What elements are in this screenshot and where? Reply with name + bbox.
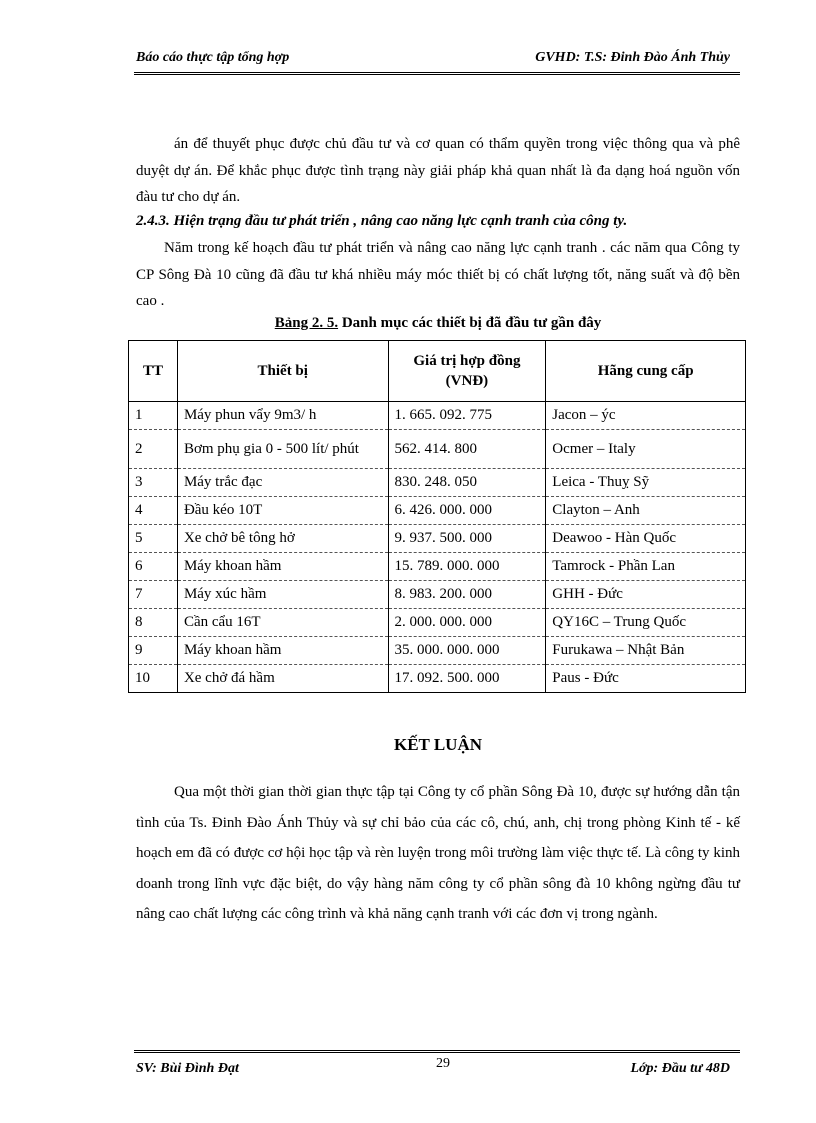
row-supplier: QY16C – Trung Quốc [546, 609, 746, 637]
table-caption [136, 315, 740, 332]
row-supplier: Jacon – ýc [546, 402, 746, 430]
section-heading: 2.4.3. Hiện trạng đầu tư phát triển , nâng cao năng lực cạnh tranh của công ty. [136, 213, 628, 229]
header-equipment: Thiết bị [177, 341, 388, 402]
row-tt: 2 [129, 430, 178, 469]
page-header [134, 50, 740, 75]
row-supplier: Tamrock - Phần Lan [546, 553, 746, 581]
row-equipment: Máy trắc đạc [177, 469, 388, 497]
row-value: 830. 248. 050 [388, 469, 546, 497]
row-equipment: Máy xúc hầm [177, 581, 388, 609]
row-tt: 6 [129, 553, 178, 581]
header-report-title: Báo cáo thực tập tổng hợp [136, 50, 290, 65]
page-number: 29 [436, 1056, 450, 1071]
row-supplier: Ocmer – Italy [546, 430, 746, 469]
row-equipment: Máy khoan hầm [177, 553, 388, 581]
row-equipment: Đầu kéo 10T [177, 497, 388, 525]
row-value: 6. 426. 000. 000 [388, 497, 546, 525]
row-tt: 5 [129, 525, 178, 553]
table-caption-text: Danh mục các thiết bị đã đầu tư gần đây [338, 315, 602, 331]
table-row [129, 497, 746, 525]
row-supplier: Deawoo - Hàn Quốc [546, 525, 746, 553]
row-tt: 10 [129, 665, 178, 693]
table-row [129, 637, 746, 665]
table-row [129, 581, 746, 609]
row-supplier: Leica - Thuỵ Sỹ [546, 469, 746, 497]
header-contract-value: Giá trị hợp đồng (VNĐ) [388, 341, 546, 402]
header-supplier: Hãng cung cấp [546, 341, 746, 402]
table-row [129, 469, 746, 497]
equipment-table [128, 340, 746, 693]
row-tt: 3 [129, 469, 178, 497]
row-tt: 1 [129, 402, 178, 430]
row-tt: 8 [129, 609, 178, 637]
table-caption-label: Bảng 2. 5. [274, 315, 339, 331]
row-value: 1. 665. 092. 775 [388, 402, 546, 430]
row-value: 2. 000. 000. 000 [388, 609, 546, 637]
row-tt: 7 [129, 581, 178, 609]
table-row [129, 402, 746, 430]
row-equipment: Máy khoan hầm [177, 637, 388, 665]
header-tt: TT [129, 341, 178, 402]
footer-class: Lớp: Đầu tư 48D [630, 1061, 730, 1076]
row-equipment: Cần cẩu 16T [177, 609, 388, 637]
row-supplier: Furukawa – Nhật Bản [546, 637, 746, 665]
row-equipment: Xe chở đá hầm [177, 665, 388, 693]
row-value: 562. 414. 800 [388, 430, 546, 469]
table-row [129, 665, 746, 693]
row-value: 15. 789. 000. 000 [388, 553, 546, 581]
row-tt: 9 [129, 637, 178, 665]
row-supplier: GHH - Đức [546, 581, 746, 609]
row-value: 9. 937. 500. 000 [388, 525, 546, 553]
section-body-paragraph: Năm trong kế hoạch đầu tư phát triển và nâng cao năng lực cạnh tranh . các năm qua Công ty CP Sông Đà 10 cũng đã đầu tư khá nhiều máy móc thiết bị có chất lượng tốt, năng suất và độ bền cao . [136, 240, 740, 309]
table-row [129, 525, 746, 553]
row-supplier: Clayton – Anh [546, 497, 746, 525]
row-tt: 4 [129, 497, 178, 525]
row-equipment: Bơm phụ gia 0 - 500 lít/ phút [177, 430, 388, 469]
table-row [129, 430, 746, 469]
header-supervisor: GVHD: T.S: Đinh Đào Ánh Thủy [535, 50, 730, 65]
row-value: 17. 092. 500. 000 [388, 665, 546, 693]
row-equipment: Máy phun vẩy 9m3/ h [177, 402, 388, 430]
row-value: 8. 983. 200. 000 [388, 581, 546, 609]
page-footer [134, 1050, 740, 1081]
conclusion-title: KẾT LUẬN [393, 735, 482, 754]
intro-paragraph: án để thuyết phục được chủ đầu tư và cơ quan có thẩm quyền trong việc thông qua và phê duyệt dự án. Để khắc phục được tình trạng này giải pháp khả quan nhất là đa dạng hoá nguồn vốn đàu tư cho dự án. [136, 136, 740, 205]
row-equipment: Xe chở bê tông hở [177, 525, 388, 553]
table-header-row [129, 341, 746, 402]
conclusion-paragraph: Qua một thời gian thời gian thực tập tại Công ty cổ phần Sông Đà 10, được sự hướng dẫn tận tình của Ts. Đinh Đào Ánh Thủy và sự chỉ bảo của các cô, chú, anh, chị trong phòng Kinh tế - kế hoạch em đã có được cơ hội học tập và rèn luyện trong môi trường làm việc thực tế. Là công ty kinh doanh trong lĩnh vực đặc biệt, do vậy hàng năm công ty cổ phần sông đà 10 không ngừng đầu tư nâng cao chất lượng các công trình và khả năng cạnh tranh với các đơn vị trong ngành. [136, 784, 740, 922]
footer-student: SV: Bùi Đình Đạt [136, 1061, 239, 1076]
table-row [129, 553, 746, 581]
table-row [129, 609, 746, 637]
row-value: 35. 000. 000. 000 [388, 637, 546, 665]
row-supplier: Paus - Đức [546, 665, 746, 693]
